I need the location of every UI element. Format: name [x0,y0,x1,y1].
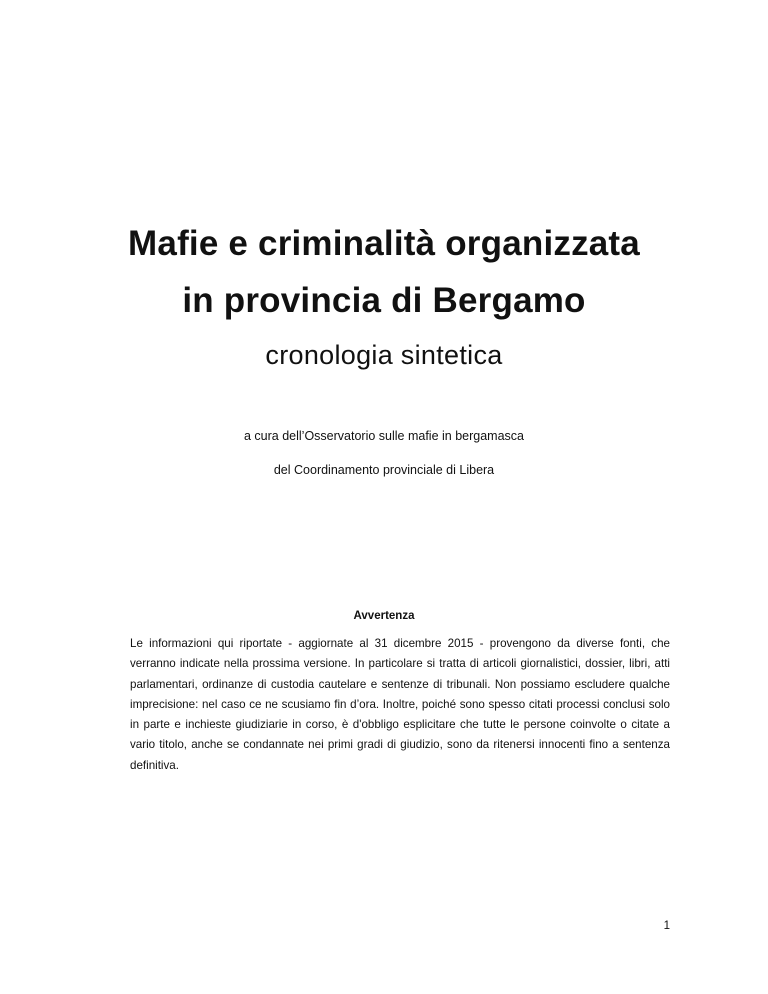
notice-body: Le informazioni qui riportate - aggiornate al 31 dicembre 2015 - provengono da diverse fonti, che verranno indicate nella prossima versione. In particolare si tratta di articoli giornalistici, dossier, libri, atti parlamentari, ordinanze di custodia cautelare e sentenze di tribunali. Non possiamo escludere qualche imprecisione: nel caso ce ne scusiamo fin d’ora. Inoltre, poiché sono spesso citati processi conclusi solo in parte e inchieste giudiziarie in corso, è d'obbligo esplicitare che tutte le persone coinvolte o citate a vario titolo, anche se condannate nei primi gradi di giudizio, sono da ritenersi innocenti fino a sentenza definitiva. [130,637,670,772]
credit-line-2: del Coordinamento provinciale di Libera [273,463,495,477]
document-title-line-1: Mafie e criminalità organizzata [128,224,640,263]
document-subtitle: cronologia sintetica [265,340,503,370]
credit-line-1: a cura dell’Osservatorio sulle mafie in bergamasca [244,429,524,443]
notice-heading: Avvertenza [353,610,415,622]
document-title-line-2: in provincia di Bergamo [182,281,586,320]
page-number: 1 [663,920,670,932]
